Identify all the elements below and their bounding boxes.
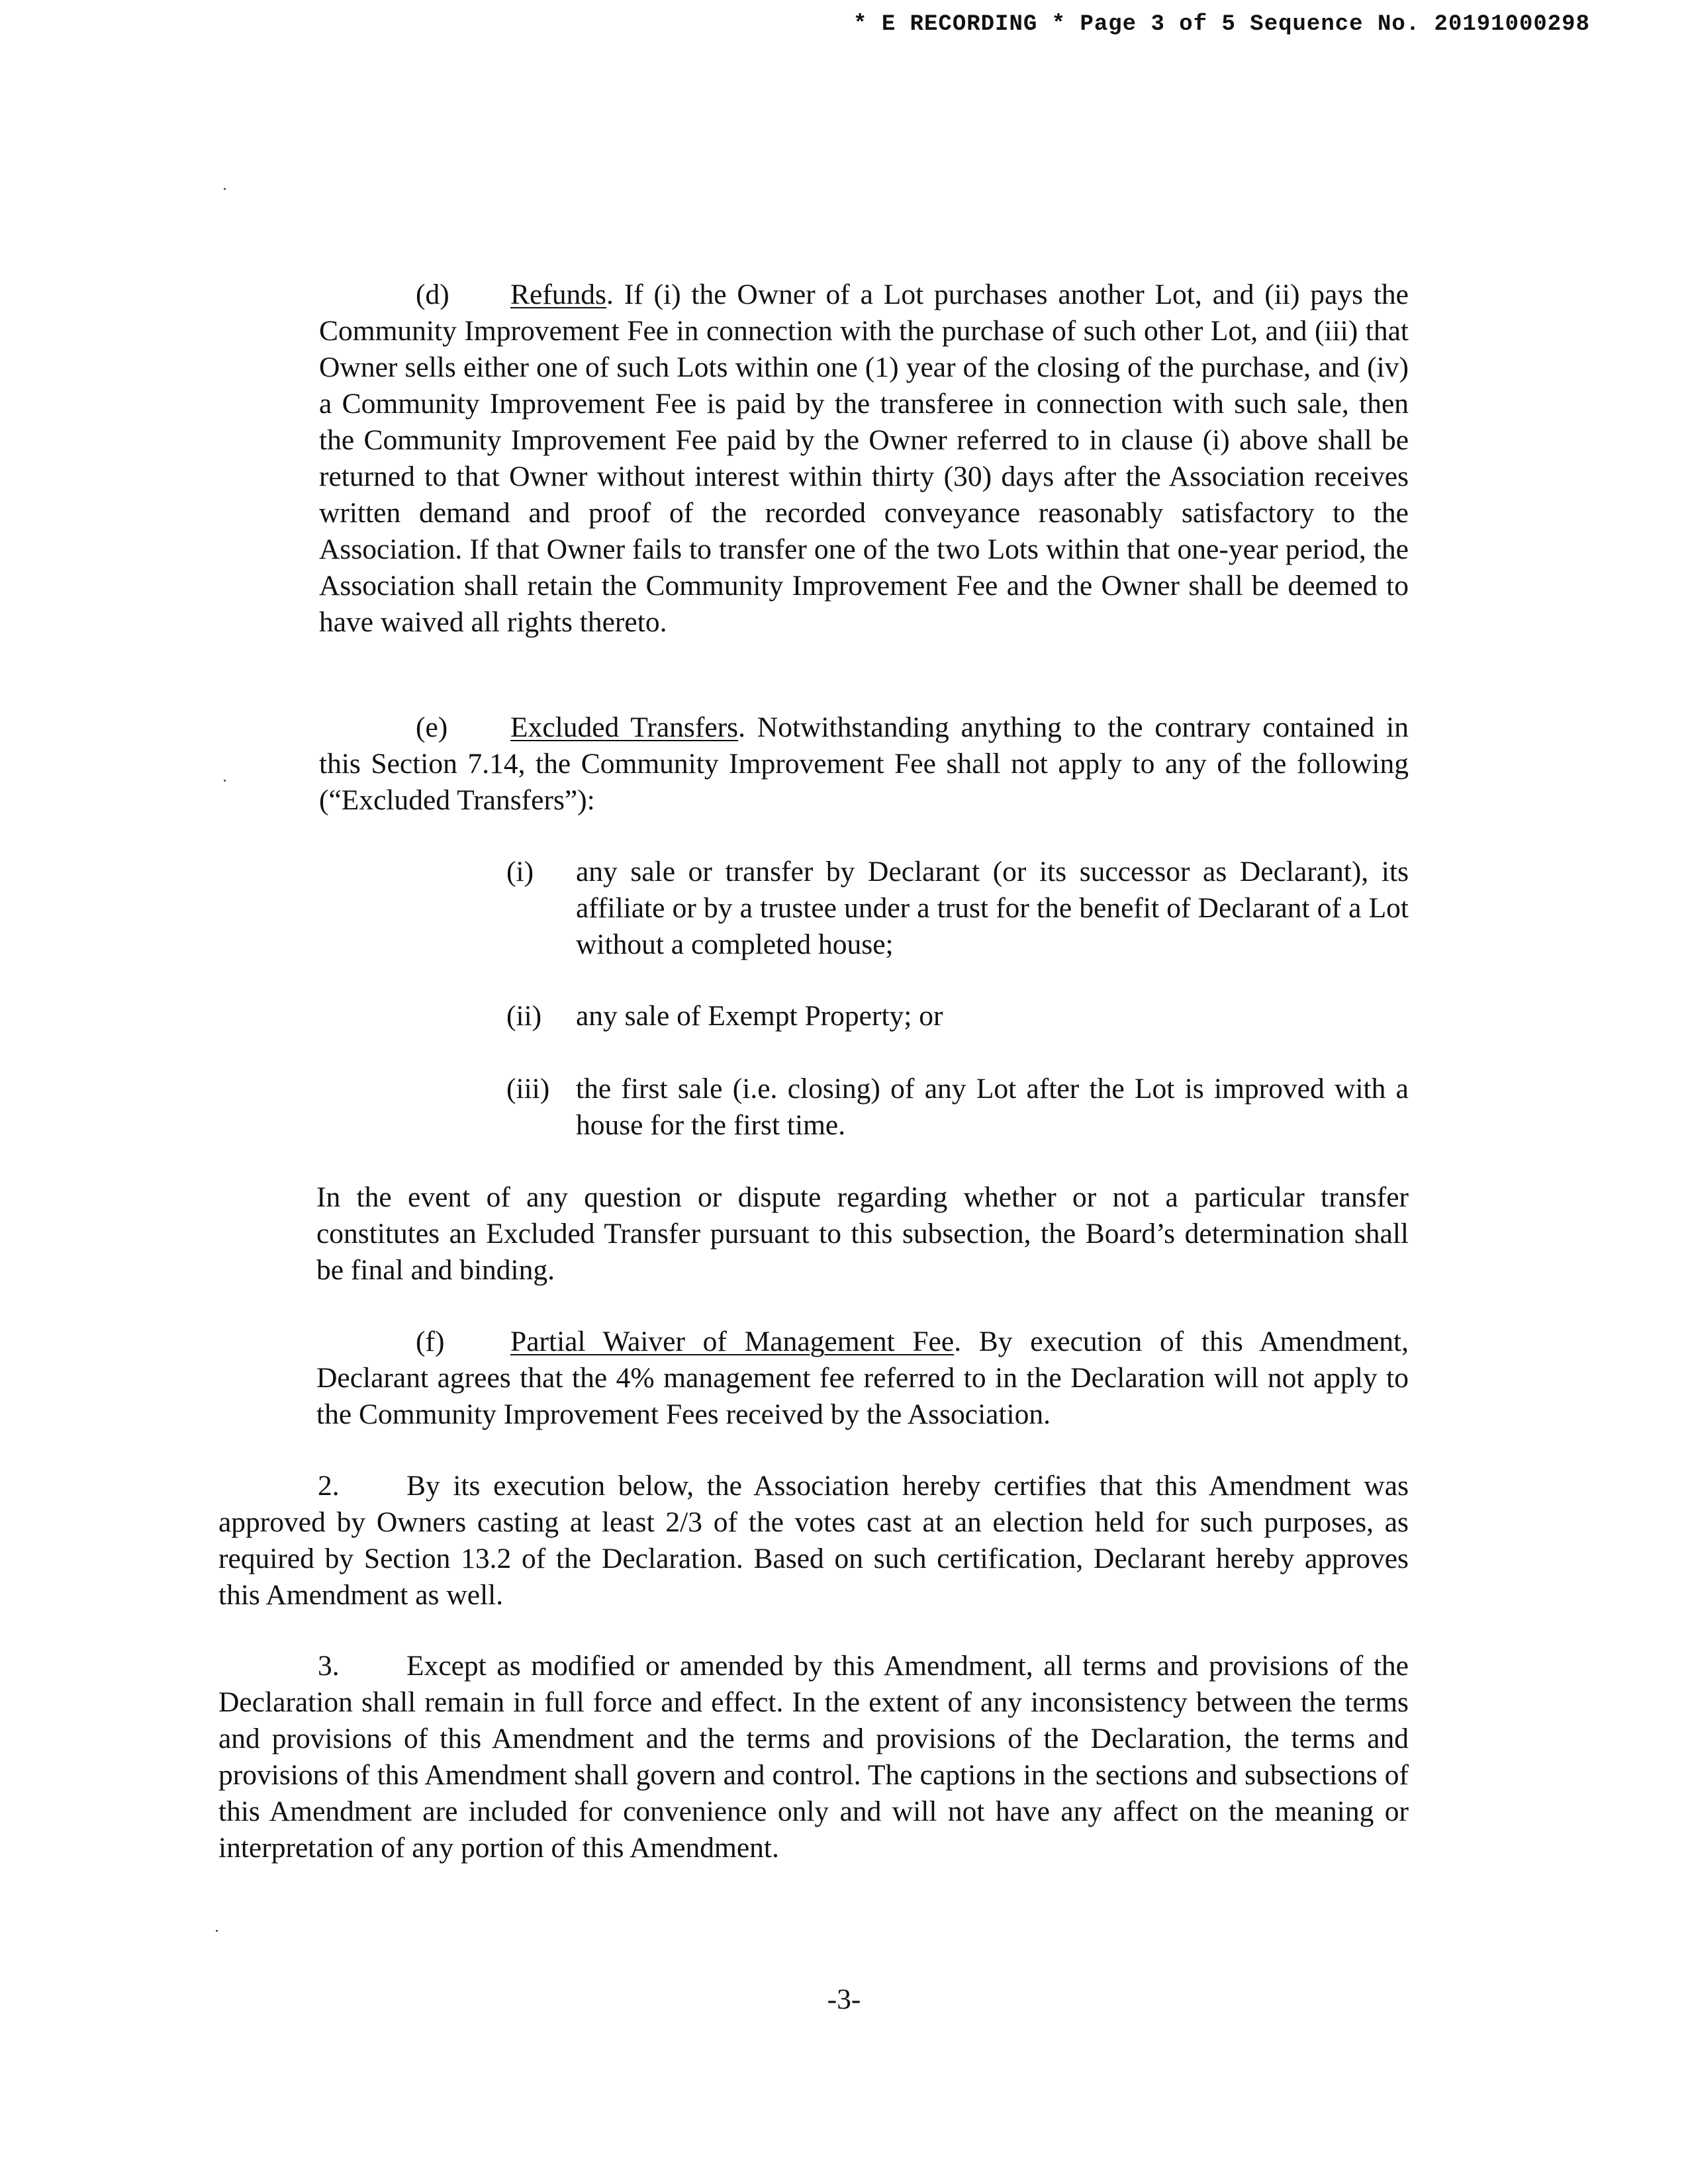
subsection-d-text: . If (i) the Owner of a Lot purchases another Lot, and (ii) pays the Community Improvement Fee in connection with the purchase of such other Lot, and (iii) that Owner sells either one of such Lots within one (1) year of the closing of the purchase, and (iv) a Community Improvement Fee is paid by the transferee in connection with such sale, then the Community Improvement Fee paid by the Owner referred to in clause (i) above shall be returned to that Owner without interest within thirty (30) days after the Association receives written demand and proof of the recorded conveyance reasonably satisfactory to the Association. If that Owner fails to transfer one of the two Lots within that one-year period, the Association shall retain the Community Improvement Fee and the Owner shall be deemed to have waived all rights thereto. [319, 279, 1409, 638]
subsection-e-closing: In the event of any question or dispute regarding whether or not a particular transfer constitutes an Excluded Transfer pursuant to this subsection, the Board’s determination shall be final and binding. [316, 1181, 1409, 1286]
subsection-e-label: (e) [416, 711, 448, 743]
list-item-number: (i) [506, 856, 534, 887]
paragraph-3-number: 3. [318, 1650, 340, 1682]
subsection-e-title: Excluded Transfers [510, 711, 739, 743]
paragraph-2-number: 2. [318, 1470, 340, 1502]
subsection-f-text: . By execution of this Amendment, Declarant agrees that the 4% management fee referred to in the Declaration will not apply to the Community Improvement Fees received by the Association. [316, 1326, 1409, 1430]
scan-speck [216, 1930, 218, 1932]
paragraph-2 [218, 1468, 1409, 1614]
subsection-d-label: (d) [416, 279, 449, 310]
subsection-d-title: Refunds [510, 279, 606, 310]
list-item-number: (iii) [506, 1073, 550, 1105]
list-item: any sale of Exempt Property; or [576, 1000, 943, 1032]
recording-header: * E RECORDING * Page 3 of 5 Sequence No. 20191000298 [853, 12, 1590, 37]
scan-speck [224, 188, 226, 190]
subsection-e-text: . Notwithstanding anything to the contrary contained in this Section 7.14, the Community Improvement Fee shall not apply to any of the following (“Excluded Transfers”): [319, 711, 1409, 816]
paragraph-2-text: By its execution below, the Association hereby certifies that this Amendment was approved by Owners casting at least 2/3 of the votes cast at an election held for such purposes, as required by Section 13.2 of the Declaration. Based on such certification, Declarant hereby approves this Amendment as well. [218, 1470, 1409, 1611]
page-number: -3- [827, 1983, 861, 2015]
list-item: any sale or transfer by Declarant (or its successor as Declarant), its affiliate or by a trustee under a trust for the benefit of Declarant of a Lot without a completed house; [576, 856, 1409, 960]
subsection-d-refunds [319, 277, 1409, 641]
paragraph-3 [218, 1648, 1409, 1866]
list-item: the first sale (i.e. closing) of any Lot after the Lot is improved with a house for the first time. [576, 1073, 1409, 1141]
list-item-number: (ii) [506, 1000, 542, 1032]
subsection-f-title: Partial Waiver of Management Fee [510, 1326, 955, 1357]
subsection-e-excluded-transfers [319, 709, 1409, 819]
subsection-f-label: (f) [416, 1326, 445, 1357]
scan-speck [224, 780, 226, 782]
paragraph-3-text: Except as modified or amended by this Amendment, all terms and provisions of the Declaration shall remain in full force and effect. In the extent of any inconsistency between the terms and provisions of this Amendment and the terms and provisions of the Declaration, the terms and provisions of this Amendment shall govern and control. The captions in the sections and subsections of this Amendment are included for convenience only and will not have any affect on the meaning or interpretation of any portion of this Amendment. [218, 1650, 1409, 1864]
subsection-f-partial-waiver [316, 1324, 1409, 1433]
